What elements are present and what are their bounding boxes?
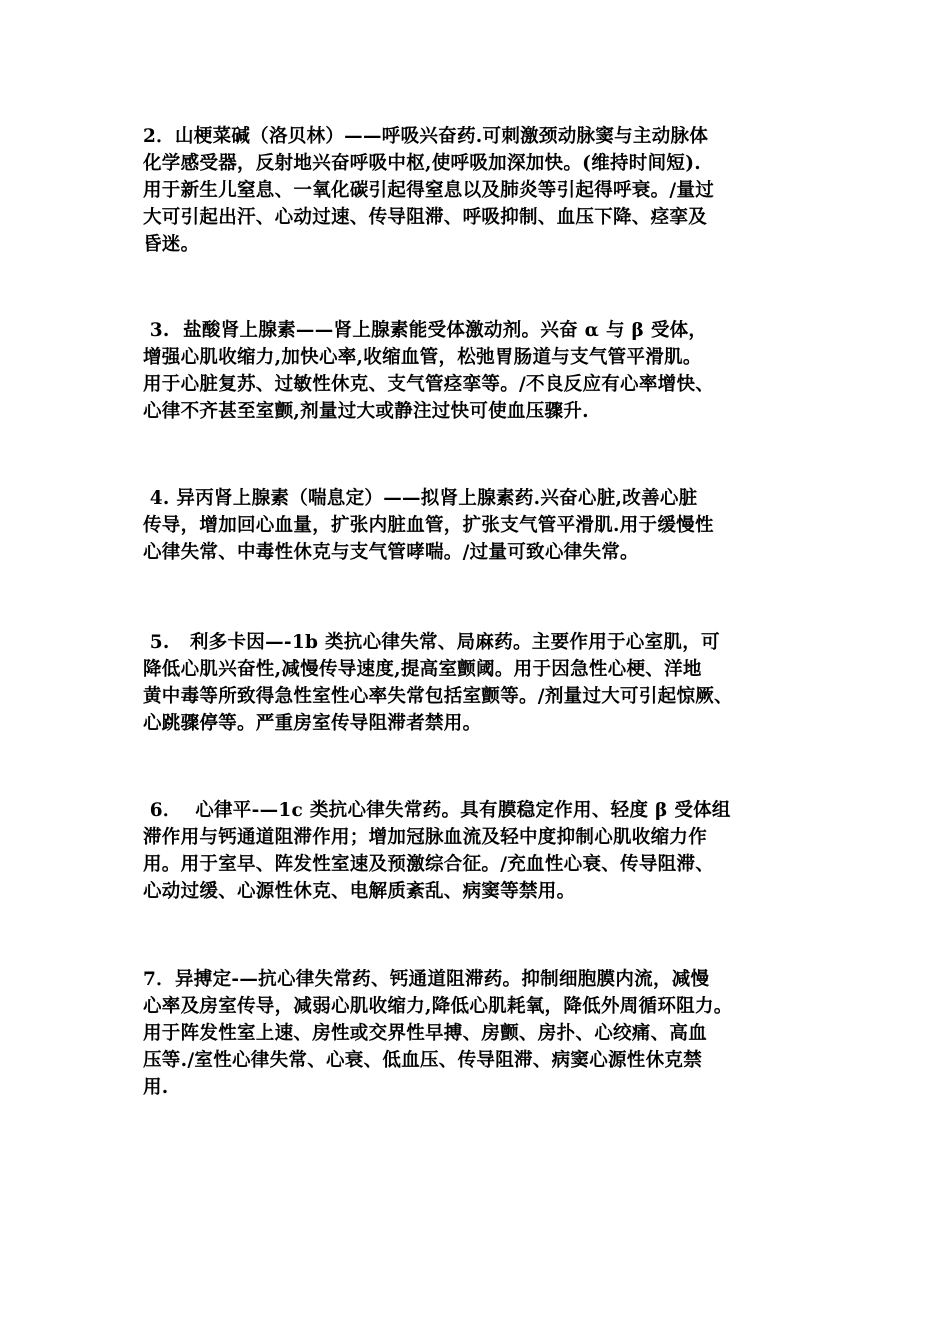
entry-line: 4. 异丙肾上腺素（喘息定）——拟肾上腺素药.兴奋心脏,改善心脏: [143, 488, 698, 509]
entry-line: 黄中毒等所致得急性室性心率失常包括室颤等。/剂量过大可引起惊厥、: [143, 686, 733, 707]
entry-propafenone: [143, 797, 823, 905]
entry-line: 用于新生儿窒息、一氧化碳引起得窒息以及肺炎等引起得呼衰。/量过: [143, 180, 715, 201]
entry-line: 降低心肌兴奋性,减慢传导速度,提高室颤阈。用于因急性心梗、洋地: [143, 659, 702, 680]
entry-isoprenaline: [143, 485, 823, 566]
entry-line: 3. 盐酸肾上腺素——肾上腺素能受体激动剂。兴奋 α 与 β 受体，: [143, 320, 708, 341]
entry-line: 增强心肌收缩力,加快心率,收缩血管，松弛胃肠道与支气管平滑肌。: [143, 347, 702, 368]
entry-verapamil: [143, 966, 823, 1101]
entry-line: 用.: [143, 1077, 169, 1098]
entry-line: 昏迷。: [143, 234, 200, 255]
entry-epinephrine: [143, 317, 823, 425]
entry-line: 大可引起出汗、心动过速、传导阻滞、呼吸抑制、血压下降、痉挛及: [143, 207, 708, 228]
entry-line: 心跳骤停等。严重房室传导阻滞者禁用。: [143, 713, 482, 734]
entry-line: 心律失常、中毒性休克与支气管哮喘。/过量可致心律失常。: [143, 542, 639, 563]
entry-line: 心律不齐甚至室颤,剂量过大或静注过快可使血压骤升.: [143, 401, 589, 422]
entry-line: 化学感受器，反射地兴奋呼吸中枢,使呼吸加深加快。(维持时间短).: [143, 153, 701, 174]
entry-line: 用于心脏复苏、过敏性休克、支气管痉挛等。/不良反应有心率增快、: [143, 374, 715, 395]
entry-line: 2．山梗菜碱（洛贝林）——呼吸兴奋药.可刺激颈动脉窦与主动脉体: [143, 126, 709, 147]
entry-line: 7．异搏定-—抗心律失常药、钙通道阻滞药。抑制细胞膜内流，减慢: [143, 969, 710, 990]
entry-line: 用于阵发性室上速、房性或交界性早搏、房颤、房扑、心绞痛、高血: [143, 1023, 708, 1044]
entry-line: 6． 心律平-—1c 类抗心律失常药。具有膜稳定作用、轻度 β 受体组: [143, 800, 731, 821]
entry-line: 用。用于室早、阵发性室速及预激综合征。/充血性心衰、传导阻滞、: [143, 854, 715, 875]
entry-line: 压等./室性心律失常、心衰、低血压、传导阻滞、病窦心源性休克禁: [143, 1050, 702, 1071]
entry-line: 滞作用与钙通道阻滞作用；增加冠脉血流及轻中度抑制心肌收缩力作: [143, 827, 708, 848]
entry-line: 5. 利多卡因—-1b 类抗心律失常、局麻药。主要作用于心室肌，可: [143, 632, 720, 653]
entry-line: 传导，增加回心血量，扩张内脏血管，扩张支气管平滑肌.用于缓慢性: [143, 515, 714, 536]
entry-line: 心动过缓、心源性休克、电解质紊乱、病窦等禁用。: [143, 881, 576, 902]
entry-line: 心率及房室传导，减弱心肌收缩力,降低心肌耗氧，降低外周循环阻力。: [143, 996, 733, 1017]
entry-lidocaine: [143, 629, 823, 737]
entry-lobeline: [143, 123, 823, 258]
